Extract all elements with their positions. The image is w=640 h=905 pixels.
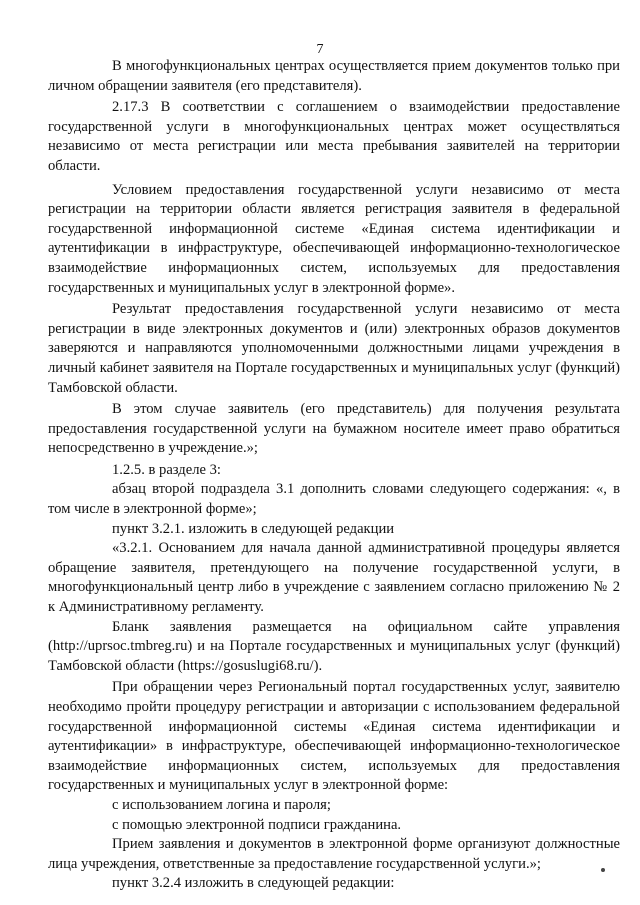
paragraph: При обращении через Региональный портал государственных услуг, заявителю необходимо пройти процедуру регистрации и авторизации с использованием федеральной государственной информационной системы «Единая система идентификации и аутентификации» в инфраструктуре, обеспечивающей информационно-технологическое взаимодействие информационных систем, используемых для предоставления государственных и муниципальных услуг в электронной форме:: [48, 679, 620, 794]
paragraph: В многофункциональных центрах осуществляется прием документов только при личном обращении заявителя (его представителя).: [48, 58, 620, 94]
paragraph: В этом случае заявитель (его представитель) для получения результата предоставления государственной услуги на бумажном носителе имеет право обратиться непосредственно в учреждение.»;: [48, 401, 620, 457]
paragraph: Результат предоставления государственной услуги независимо от места регистрации в виде электронных документов и (или) электронных образов документов заверяются и направляются уполномоченными должностными лицами учреждения в личный кабинет заявителя на Портале государственных и муниципальных услуг (функций) Тамбовской области.: [48, 301, 620, 396]
scan-speck: [601, 868, 605, 872]
paragraph: Бланк заявления размещается на официальном сайте управления (http://uprsoc.tmbreg.ru) и на Портале государственных и муниципальных услуг (функций) Тамбовской области (https://gosuslugi68.ru/).: [48, 618, 620, 674]
document-body: [48, 57, 620, 894]
paragraph: с использованием логина и пароля;: [112, 796, 331, 813]
paragraph: с помощью электронной подписи гражданина.: [112, 816, 402, 833]
paragraph: «3.2.1. Основанием для начала данной административной процедуры является обращение заявителя, претендующего на получение государственной услуги, в многофункциональный центр либо в учреждение с заявлением согласно приложению № 2 к Административному регламенту.: [48, 540, 620, 616]
paragraph: 2.17.3 В соответствии с соглашением о взаимодействии предоставление государственной услуги в многофункциональных центрах может осуществляться независимо от места регистрации или места пребывания заявителей на территории области.: [48, 99, 620, 174]
paragraph: абзац второй подраздела 3.1 дополнить словами следующего содержания: «, в том числе в электронной форме»;: [48, 481, 620, 518]
paragraph: пункт 3.2.1. изложить в следующей редакции: [112, 520, 395, 537]
paragraph: 1.2.5. в разделе 3:: [112, 461, 221, 478]
paragraph: Прием заявления и документов в электронной форме организуют должностные лица учреждения, ответственные за предоставление государственной услуги.»;: [48, 836, 620, 872]
paragraph: Условием предоставления государственной услуги независимо от места регистрации на территории области является регистрация заявителя в федеральной государственной информационной системе «Единая система идентификации и аутентификации в инфраструктуре, обеспечивающей информационно-технологическое взаимодействие информационных систем, используемых для предоставления государственных и муниципальных услуг в электронной форме».: [48, 181, 620, 296]
paragraph: пункт 3.2.4 изложить в следующей редакции:: [112, 875, 395, 892]
page-number: 7: [316, 42, 324, 57]
